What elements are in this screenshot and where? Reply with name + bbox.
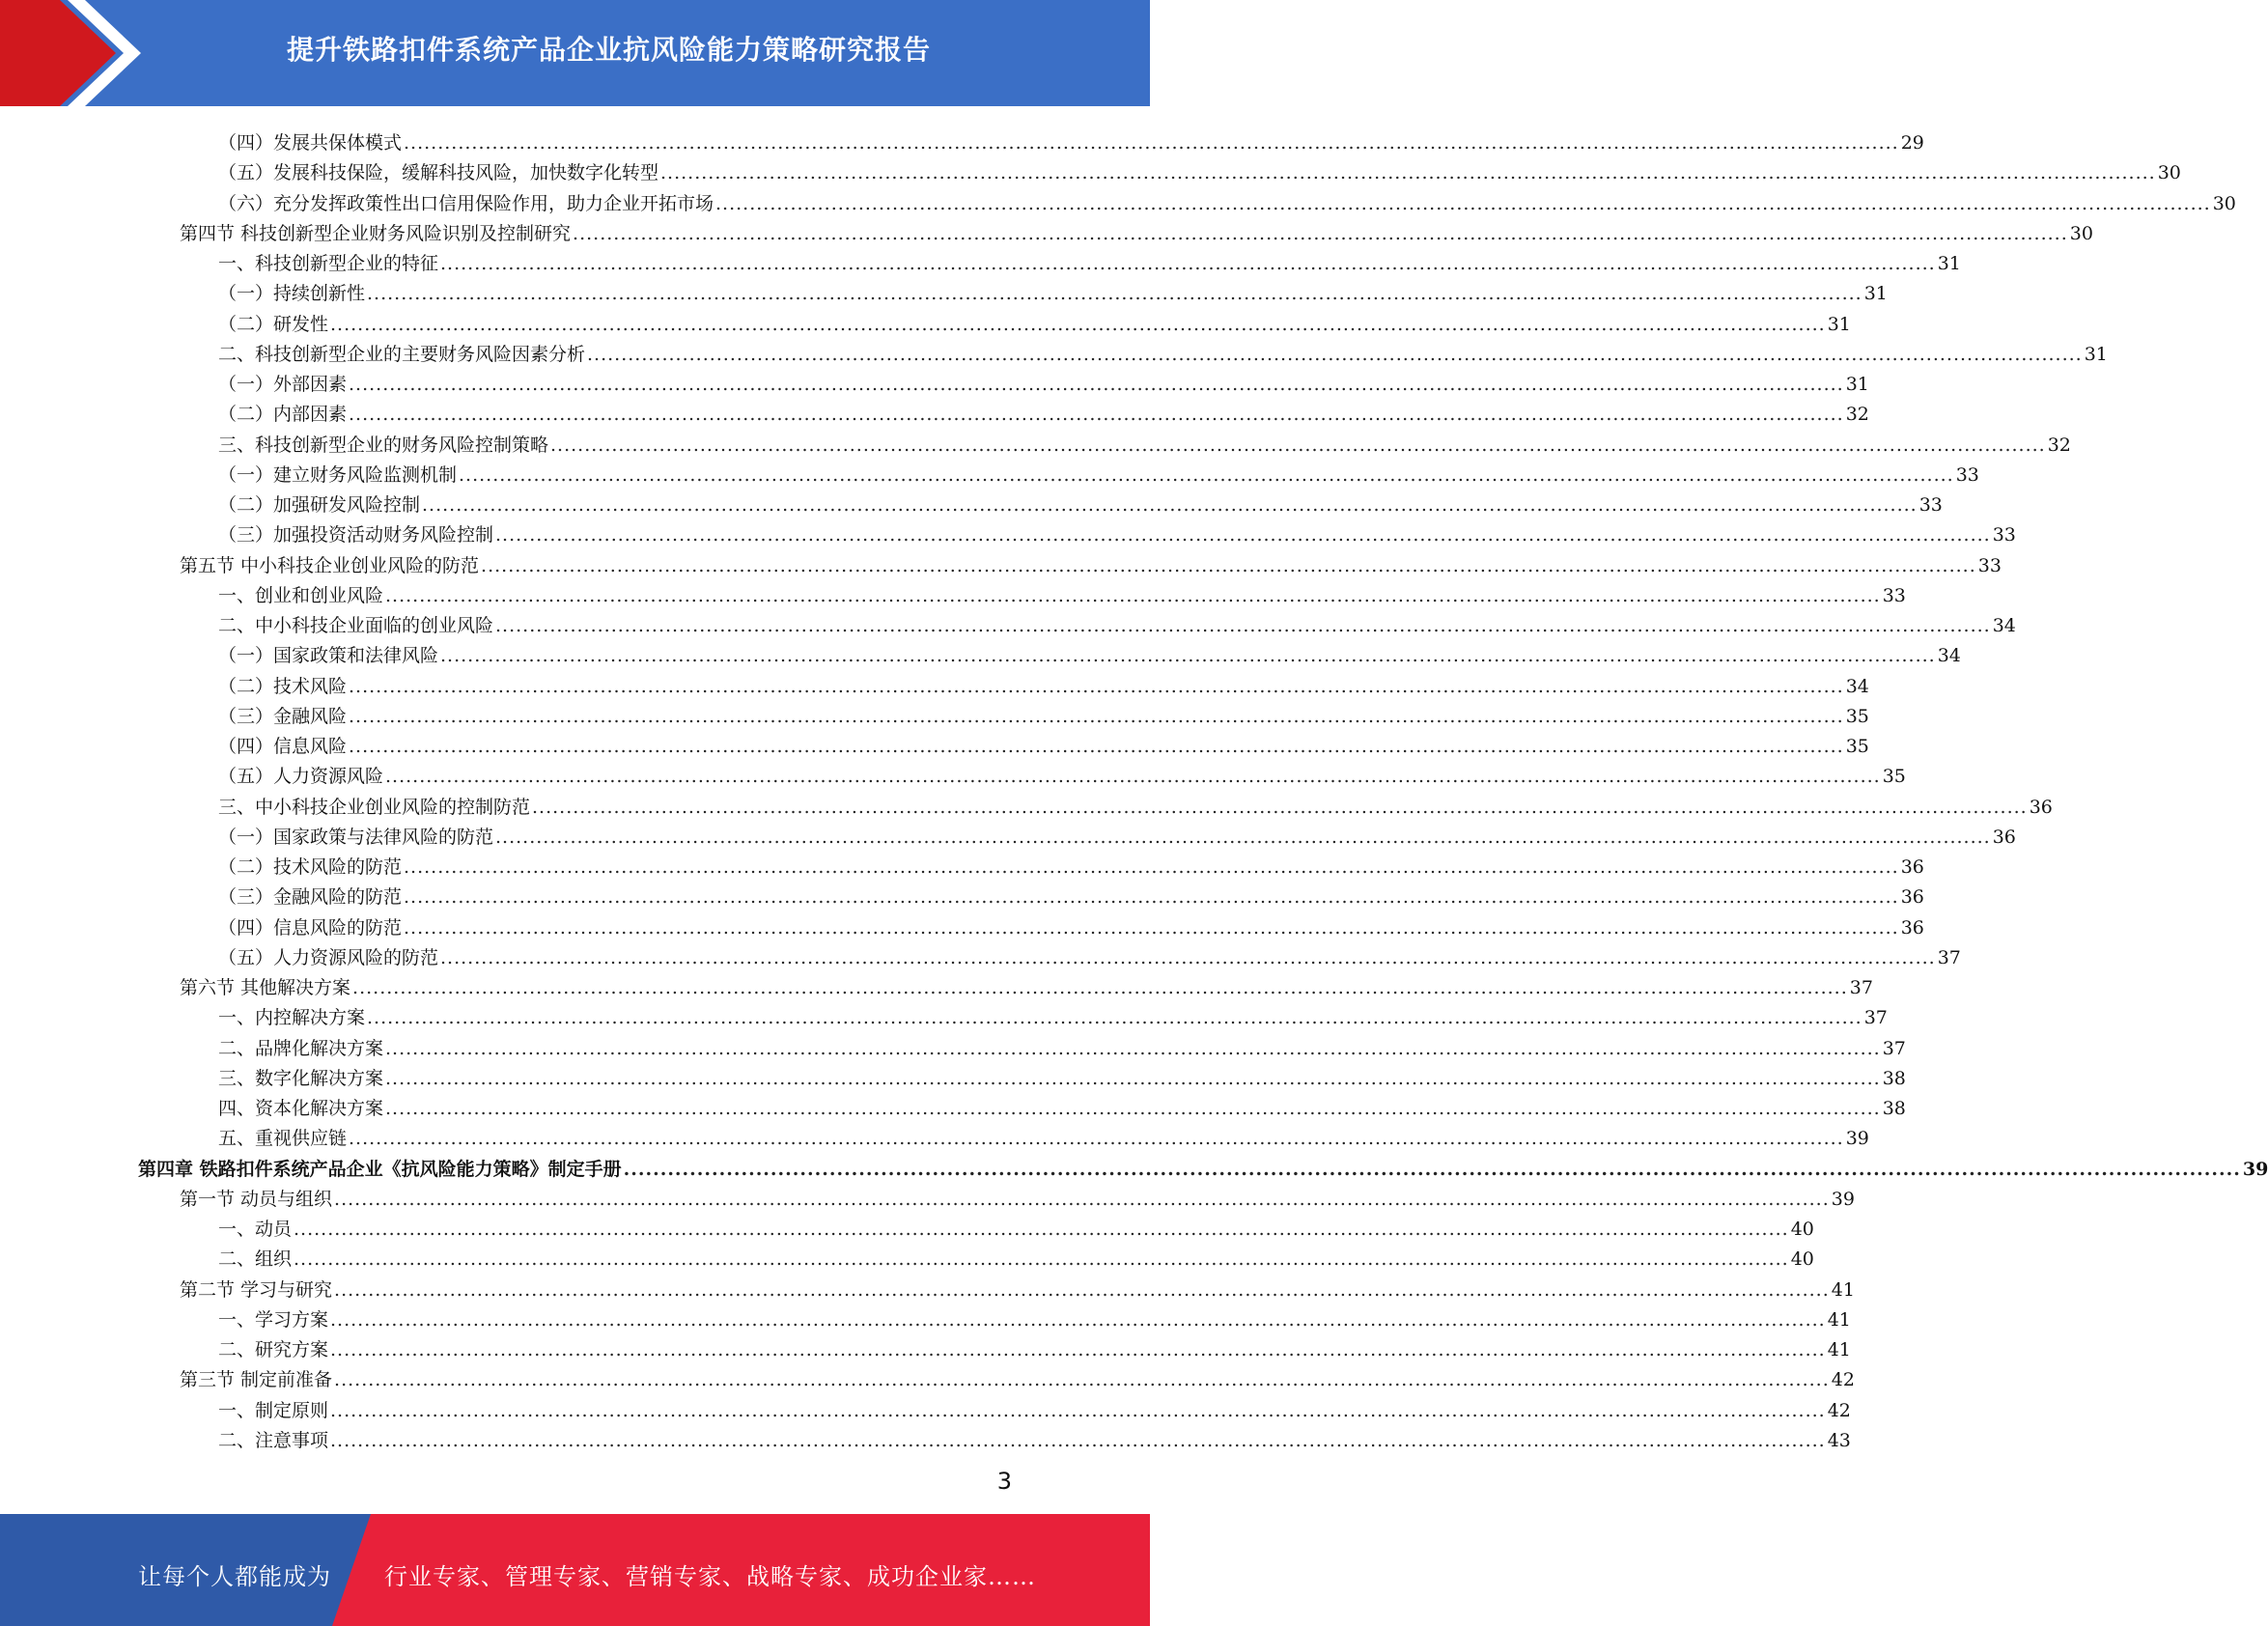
toc-dot-leader: ............................................................................................................................................................................................................................: [481, 554, 1976, 576]
toc-entry-page: 36: [1900, 886, 1924, 909]
toc-entry-title: 第五节 中小科技企业创业风险的防范: [180, 554, 480, 576]
toc-entry[interactable]: [218, 909, 1924, 939]
toc-entry-page: 29: [1900, 132, 1924, 154]
toc-entry-page: 35: [1845, 705, 1869, 727]
document-title: 提升铁路扣件系统产品企业抗风险能力策略研究报告: [286, 34, 931, 66]
toc-entry-title: 二、中小科技企业面临的创业风险: [218, 615, 494, 636]
footer-slogan-right: 行业专家、管理专家、营销专家、战略专家、成功企业家……: [384, 1563, 1036, 1590]
toc-dot-leader: ............................................................................................................................................................................................................................: [495, 524, 1991, 547]
toc-entry-title: 一、创业和创业风险: [218, 584, 384, 606]
toc-entry[interactable]: [218, 1301, 1851, 1331]
toc-entry[interactable]: [218, 1059, 1906, 1089]
toc-entry[interactable]: [180, 1180, 1855, 1210]
toc-entry[interactable]: [218, 486, 1943, 516]
page-number: 3: [996, 1468, 1012, 1495]
toc-entry-title: 二、注意事项: [218, 1429, 329, 1451]
page-header: [0, 0, 1150, 106]
toc-entry-page: 30: [2069, 222, 2093, 244]
toc-dot-leader: ............................................................................................................................................................................................................................: [349, 404, 1844, 426]
toc-dot-leader: ............................................................................................................................................................................................................................: [404, 916, 1899, 939]
toc-entry[interactable]: [218, 154, 2181, 184]
toc-entry[interactable]: [138, 1150, 2268, 1180]
toc-dot-leader: ............................................................................................................................................................................................................................: [573, 222, 2068, 244]
toc-entry-title: 三、科技创新型企业的财务风险控制策略: [218, 434, 549, 456]
toc-entry-title: （一）外部因素: [218, 374, 348, 395]
toc-entry-title: （二）研发性: [218, 313, 329, 335]
toc-entry[interactable]: [180, 1271, 1855, 1301]
toc-entry-page: 37: [1849, 977, 1873, 998]
toc-entry-title: （一）国家政策与法律风险的防范: [218, 826, 494, 848]
toc-entry-page: 39: [2242, 1158, 2268, 1180]
footer-slogan-left: 让每个人都能成为: [138, 1563, 331, 1590]
toc-entry[interactable]: [218, 1210, 1814, 1240]
toc-dot-leader: ............................................................................................................................................................................................................................: [334, 1278, 1830, 1301]
toc-entry-page: 33: [1955, 463, 1979, 486]
toc-entry-title: 第六节 其他解决方案: [180, 977, 351, 998]
toc-entry-page: 39: [1845, 1128, 1869, 1150]
toc-entry-page: 41: [1827, 1308, 1851, 1331]
toc-dot-leader: ............................................................................................................................................................................................................................: [330, 1399, 1826, 1421]
toc-dot-leader: ............................................................................................................................................................................................................................: [334, 1369, 1830, 1391]
toc-entry-title: （三）金融风险的防范: [218, 886, 403, 909]
toc-entry[interactable]: [218, 184, 2236, 214]
toc-entry-page: 36: [1900, 856, 1924, 878]
toc-entry-title: 三、数字化解决方案: [218, 1067, 384, 1089]
toc-entry-title: （一）国家政策和法律风险: [218, 645, 439, 667]
toc-entry-page: 36: [1900, 916, 1924, 939]
toc-entry[interactable]: [180, 968, 1873, 998]
toc-dot-leader: ............................................................................................................................................................................................................................: [440, 645, 1936, 667]
toc-entry-page: 41: [1831, 1278, 1855, 1301]
toc-entry-page: 34: [1845, 675, 1869, 697]
toc-entry-page: 35: [1882, 766, 1906, 788]
toc-entry-title: 二、研究方案: [218, 1339, 329, 1360]
toc-entry[interactable]: [180, 547, 2002, 576]
toc-entry-title: （四）信息风险的防范: [218, 916, 403, 939]
toc-entry-page: 43: [1827, 1429, 1851, 1451]
toc-entry[interactable]: [218, 516, 2016, 547]
toc-dot-leader: ............................................................................................................................................................................................................................: [495, 615, 1991, 636]
toc-entry-title: 一、制定原则: [218, 1399, 329, 1421]
toc-entry-page: 30: [2212, 192, 2236, 214]
toc-entry-page: 40: [1790, 1219, 1814, 1240]
toc-entry-title: 五、重视供应链: [218, 1128, 348, 1150]
toc-dot-leader: ............................................................................................................................................................................................................................: [440, 253, 1936, 274]
toc-entry-page: 32: [2047, 434, 2071, 456]
toc-entry-page: 36: [2029, 796, 2053, 818]
toc-dot-leader: ............................................................................................................................................................................................................................: [349, 736, 1844, 757]
toc-entry[interactable]: [218, 576, 1906, 606]
toc-entry[interactable]: [218, 1119, 1869, 1150]
toc-entry[interactable]: [218, 998, 1888, 1029]
toc-entry[interactable]: [218, 244, 1961, 274]
toc-entry[interactable]: [218, 818, 2016, 848]
toc-entry-page: 33: [1977, 554, 2002, 576]
toc-entry-title: （二）技术风险: [218, 675, 348, 697]
toc-entry-title: （二）加强研发风险控制: [218, 494, 421, 516]
toc-entry[interactable]: [218, 939, 1961, 968]
toc-entry-title: （三）金融风险: [218, 705, 348, 727]
toc-dot-leader: ............................................................................................................................................................................................................................: [385, 766, 1881, 788]
toc-entry-title: 一、学习方案: [218, 1308, 329, 1331]
toc-entry-page: 42: [1831, 1369, 1855, 1391]
toc-entry[interactable]: [218, 697, 1869, 727]
toc-entry-page: 37: [1937, 946, 1961, 968]
toc-dot-leader: ............................................................................................................................................................................................................................: [367, 283, 1862, 305]
toc-entry-title: （五）人力资源风险: [218, 766, 384, 788]
toc-entry-page: 40: [1790, 1248, 1814, 1271]
toc-entry-title: 二、品牌化解决方案: [218, 1037, 384, 1059]
toc-entry[interactable]: [218, 878, 1924, 909]
toc-entry-page: 36: [1992, 826, 2016, 848]
toc-entry[interactable]: [218, 1421, 1851, 1451]
toc-entry-title: 一、动员: [218, 1219, 293, 1240]
toc-entry-title: （五）发展科技保险，缓解科技风险，加快数字化转型: [218, 162, 659, 184]
toc-entry-title: 第二节 学习与研究: [180, 1278, 333, 1301]
toc-dot-leader: ............................................................................................................................................................................................................................: [349, 374, 1844, 395]
toc-entry-page: 32: [1845, 404, 1869, 426]
toc-entry-title: 一、内控解决方案: [218, 1007, 366, 1029]
toc-dot-leader: ............................................................................................................................................................................................................................: [459, 463, 1954, 486]
toc-entry-title: （一）持续创新性: [218, 283, 366, 305]
toc-dot-leader: ............................................................................................................................................................................................................................: [349, 1128, 1844, 1150]
toc-entry[interactable]: [218, 1240, 1814, 1271]
toc-dot-leader: ............................................................................................................................................................................................................................: [532, 796, 2028, 818]
toc-dot-leader: ............................................................................................................................................................................................................................: [385, 1067, 1881, 1089]
toc-entry-title: （二）内部因素: [218, 404, 348, 426]
toc-entry[interactable]: [218, 305, 1851, 335]
toc-entry-title: （一）建立财务风险监测机制: [218, 463, 458, 486]
toc-entry[interactable]: [218, 1331, 1851, 1360]
toc-dot-leader: ............................................................................................................................................................................................................................: [330, 1339, 1826, 1360]
toc-dot-leader: ............................................................................................................................................................................................................................: [294, 1219, 1789, 1240]
page-footer: [0, 1514, 1150, 1626]
toc-entry-title: （三）加强投资活动财务风险控制: [218, 524, 494, 547]
toc-entry[interactable]: [218, 426, 2071, 456]
toc-entry-title: 四、资本化解决方案: [218, 1098, 384, 1119]
toc-entry[interactable]: [218, 124, 1924, 154]
toc-entry[interactable]: [180, 1360, 1855, 1391]
toc-dot-leader: ............................................................................................................................................................................................................................: [550, 434, 2046, 456]
toc-dot-leader: ............................................................................................................................................................................................................................: [495, 826, 1991, 848]
toc-entry-page: 38: [1882, 1067, 1906, 1089]
toc-entry-page: 39: [1831, 1188, 1855, 1210]
toc-entry[interactable]: [218, 788, 2053, 818]
toc-dot-leader: ............................................................................................................................................................................................................................: [404, 886, 1899, 909]
toc-dot-leader: ............................................................................................................................................................................................................................: [385, 1037, 1881, 1059]
toc-entry-title: （五）人力资源风险的防范: [218, 946, 439, 968]
toc-entry-page: 33: [1882, 584, 1906, 606]
toc-entry[interactable]: [218, 456, 1979, 486]
toc-entry-page: 37: [1882, 1037, 1906, 1059]
toc-dot-leader: ............................................................................................................................................................................................................................: [294, 1248, 1789, 1271]
toc-entry-page: 33: [1918, 494, 1943, 516]
toc-dot-leader: ............................................................................................................................................................................................................................: [367, 1007, 1862, 1029]
toc-entry-page: 42: [1827, 1399, 1851, 1421]
toc-dot-leader: ............................................................................................................................................................................................................................: [623, 1158, 2241, 1180]
toc-dot-leader: ............................................................................................................................................................................................................................: [349, 675, 1844, 697]
toc-dot-leader: ............................................................................................................................................................................................................................: [334, 1188, 1830, 1210]
toc-entry[interactable]: [218, 757, 1906, 788]
toc-entry[interactable]: [218, 667, 1869, 697]
toc-dot-leader: ............................................................................................................................................................................................................................: [330, 1308, 1826, 1331]
toc-entry-title: 一、科技创新型企业的特征: [218, 253, 439, 274]
toc-entry[interactable]: [218, 1391, 1851, 1421]
toc-dot-leader: ............................................................................................................................................................................................................................: [330, 313, 1826, 335]
toc-entry-page: 31: [2084, 343, 2108, 365]
toc-entry-title: 二、科技创新型企业的主要财务风险因素分析: [218, 343, 586, 365]
toc-entry-page: 31: [1845, 374, 1869, 395]
toc-entry-page: 31: [1937, 253, 1961, 274]
toc-entry-title: 第一节 动员与组织: [180, 1188, 333, 1210]
toc-entry-page: 35: [1845, 736, 1869, 757]
toc-dot-leader: ............................................................................................................................................................................................................................: [385, 584, 1881, 606]
toc-entry-title: （四）发展共保体模式: [218, 132, 403, 154]
toc-entry-page: 31: [1827, 313, 1851, 335]
toc-entry-title: （四）信息风险: [218, 736, 348, 757]
toc-entry-page: 34: [1937, 645, 1961, 667]
toc-entry[interactable]: [218, 335, 2108, 365]
toc-entry-title: （六）充分发挥政策性出口信用保险作用，助力企业开拓市场: [218, 192, 714, 214]
toc-entry-page: 41: [1827, 1339, 1851, 1360]
toc-dot-leader: ............................................................................................................................................................................................................................: [660, 162, 2156, 184]
toc-dot-leader: ............................................................................................................................................................................................................................: [422, 494, 1918, 516]
toc-dot-leader: ............................................................................................................................................................................................................................: [587, 343, 2083, 365]
toc-entry-title: 二、组织: [218, 1248, 293, 1271]
toc-dot-leader: ............................................................................................................................................................................................................................: [352, 977, 1848, 998]
toc-entry[interactable]: [218, 274, 1888, 305]
toc-dot-leader: ............................................................................................................................................................................................................................: [404, 856, 1899, 878]
toc-entry[interactable]: [218, 848, 1924, 878]
toc-dot-leader: ............................................................................................................................................................................................................................: [349, 705, 1844, 727]
toc-entry-page: 34: [1992, 615, 2016, 636]
toc-entry-page: 38: [1882, 1098, 1906, 1119]
toc-entry[interactable]: [218, 606, 2016, 636]
toc-entry-title: 第四章 铁路扣件系统产品企业《抗风险能力策略》制定手册: [138, 1158, 622, 1180]
toc-entry[interactable]: [218, 1029, 1906, 1059]
toc-entry-title: （二）技术风险的防范: [218, 856, 403, 878]
toc-entry[interactable]: [218, 395, 1869, 426]
toc-dot-leader: ............................................................................................................................................................................................................................: [404, 132, 1899, 154]
toc-entry-page: 33: [1992, 524, 2016, 547]
toc-dot-leader: ............................................................................................................................................................................................................................: [715, 192, 2211, 214]
toc-dot-leader: ............................................................................................................................................................................................................................: [385, 1098, 1881, 1119]
toc-dot-leader: ............................................................................................................................................................................................................................: [330, 1429, 1826, 1451]
toc-entry[interactable]: [218, 365, 1869, 395]
toc-entry-page: 30: [2157, 162, 2181, 184]
toc-entry[interactable]: [218, 1089, 1906, 1119]
toc-entry-page: 31: [1863, 283, 1888, 305]
toc-entry-title: 第三节 制定前准备: [180, 1369, 333, 1391]
toc-entry-title: 第四节 科技创新型企业财务风险识别及控制研究: [180, 222, 572, 244]
toc-dot-leader: ............................................................................................................................................................................................................................: [440, 946, 1936, 968]
toc-entry-page: 37: [1863, 1007, 1888, 1029]
toc-entry[interactable]: [218, 727, 1869, 757]
toc-entry[interactable]: [180, 214, 2093, 244]
toc-entry[interactable]: [218, 636, 1961, 667]
toc-entry-title: 三、中小科技企业创业风险的控制防范: [218, 796, 531, 818]
